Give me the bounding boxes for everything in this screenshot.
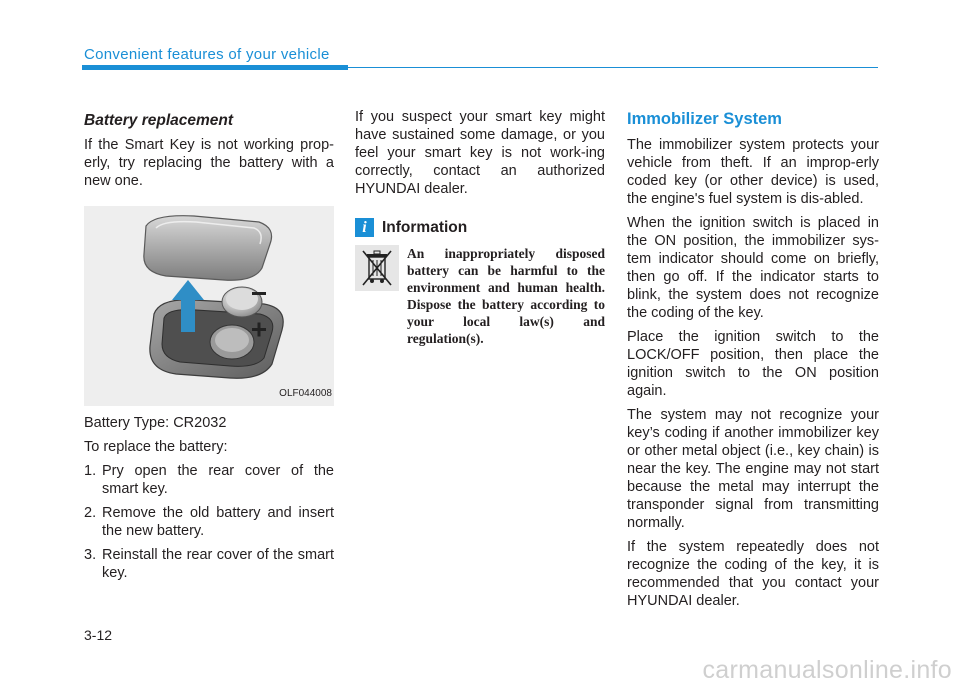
- info-icon: i: [355, 218, 374, 237]
- middle-column: [355, 108, 605, 347]
- list-item: [84, 546, 334, 582]
- information-text: An inappropriately disposed battery can be harmful to the environment and human health. Dispose the battery according to your local law(s) and regulation(s).: [407, 246, 605, 346]
- intro-paragraph: If the Smart Key is not working prop-erly, try replacing the battery with a new one.: [84, 137, 334, 189]
- figure-code: OLF044008: [279, 388, 332, 399]
- header-rule-thin: [348, 67, 878, 68]
- information-header: [355, 218, 605, 237]
- step-number: 2.: [84, 505, 97, 521]
- header-rule-thick: [82, 65, 348, 70]
- step-text: Remove the old battery and insert the new battery.: [102, 505, 334, 539]
- smart-key-illustration: [84, 206, 334, 406]
- weee-crossed-bin-icon: [355, 245, 399, 291]
- list-item: [84, 504, 334, 540]
- rear-cover: [144, 216, 272, 281]
- page-number: 3-12: [84, 627, 113, 643]
- immobilizer-paragraph: The immobilizer system protects your vehicle from theft. If an improp-erly coded key (or other device) is used, the engine's fuel system is dis-abled.: [627, 137, 879, 207]
- step-text: Pry open the rear cover of the smart key.: [102, 463, 334, 497]
- to-replace-label: To replace the battery:: [84, 439, 228, 455]
- replacement-steps: [84, 462, 334, 582]
- header-title: Convenient features of your vehicle: [84, 46, 330, 63]
- step-number: 3.: [84, 547, 97, 563]
- section-title-immobilizer: Immobilizer System: [627, 110, 782, 128]
- watermark: carmanualsonline.info: [702, 656, 952, 684]
- list-item: [84, 462, 334, 498]
- damage-paragraph: If you suspect your smart key might have sustained some damage, or you feel your smart key is not work-ing correctly, contact an authorized HYUNDAI dealer.: [355, 109, 605, 197]
- step-text: Reinstall the rear cover of the smart key.: [102, 547, 334, 581]
- information-title: Information: [382, 218, 468, 236]
- right-column: [627, 108, 879, 616]
- battery-replacement-figure: [84, 206, 334, 406]
- left-column: [84, 108, 334, 588]
- immobilizer-paragraph: Place the ignition switch to the LOCK/OFF position, then place the ignition switch to the ON position again.: [627, 329, 879, 399]
- immobilizer-paragraph: If the system repeatedly does not recognize the coding of the key, it is recommended that you contact your HYUNDAI dealer.: [627, 539, 879, 609]
- subheading-battery-replacement: Battery replacement: [84, 112, 234, 129]
- minus-sign-icon: [252, 292, 266, 295]
- immobilizer-paragraph: The system may not recognize your key’s coding if another immobilizer key or other metal object (i.e., key chain) is near the key. The engine may not start because the metal may interrupt the transponder signal from transmitting normally.: [627, 407, 879, 531]
- information-body: [355, 245, 605, 347]
- step-number: 1.: [84, 463, 97, 479]
- battery-type: Battery Type: CR2032: [84, 415, 227, 431]
- immobilizer-paragraph: When the ignition switch is placed in the ON position, the immobilizer sys-tem indicator should come on briefly, then go off. If the indicator starts to blink, the system does not recognize the coding of the key.: [627, 215, 879, 321]
